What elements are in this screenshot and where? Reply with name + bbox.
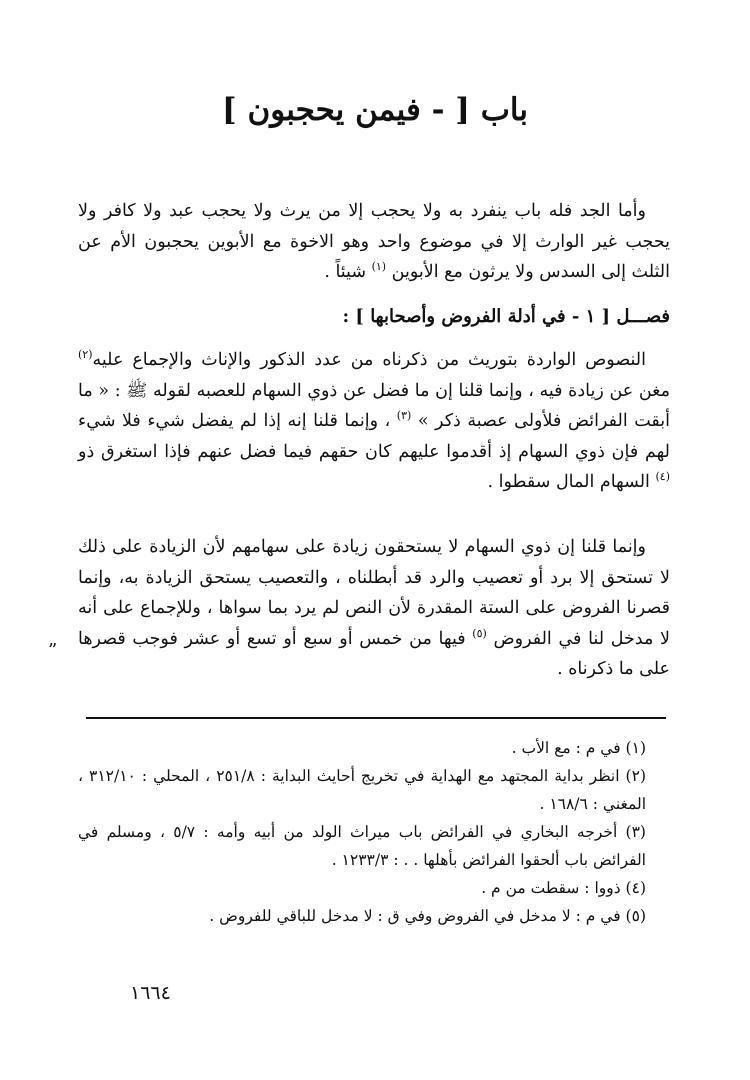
footnote-1: (١) في م : مع الأب . [511, 739, 646, 757]
paragraph-2 [78, 345, 670, 498]
paragraph-3-text-a: وإنما قلنا إن ذوي السهام لا يستحقون زيادة على سهامهم لأن الزيادة على ذلك لا تستحق إلا برد أو تعصيب والرد قد أبطلناه ، والتعصيب يستحق الزيادة به، وإنما قصرنا الفروض على الستة المقدرة لأن النص لم يرد بما سواها ، وللإجماع على أنه لا مدخل لنا في الفروض [78, 537, 670, 649]
footnote-5: (٥) في م : لا مدخل في الفروض وفي ق : لا مدخل للباقي للفروض . [209, 907, 646, 925]
footnote-ref-5: (٥) [472, 626, 487, 640]
page-number: ١٦٦٤ [130, 982, 171, 1004]
paragraph-1-text: وأما الجد فله باب ينفرد به ولا يحجب إلا من يرث ولا يحجب عبد ولا كافر ولا يحجب غير الوارث إلا في موضوع واحد وهو الاخوة مع الأبوين يحجبون الأم عن الثلث إلى السدس ولا يرثون مع الأبوين [78, 201, 670, 282]
footnote-ref-3: (٣) [396, 409, 412, 423]
footnote-2: (٢) انظر بداية المجتهد مع الهداية في تخريج أحايث البداية : ٢٥١/٨ ، المحلي : ٣١٢/١٠ ، المغني : ١٦٨/٦ . [78, 767, 646, 813]
paragraph-2-text-a: النصوص الواردة بتوريث من ذكرناه من عدد الذكور والإناث والإجماع عليه [92, 350, 646, 370]
section-heading: فصـــل [ ١ - في أدلة الفروض وأصحابها ] : [342, 306, 670, 327]
footnote-3: (٣) أخرجه البخاري في الفرائض باب ميراث الولد من أبيه وأمه : ٥/٧ ، ومسلم في الفرائض باب ألحقوا الفرائض بأهلها . . : ١٢٣٣/٣ . [78, 823, 646, 869]
footnote-4: (٤) ذووا : سقطت من م . [481, 879, 646, 897]
paragraph-2-text-c: ، وإنما قلنا إنه إذا لم يفضل شيء فلا شيء لهم فإن ذوي السهام إذ أقدموا عليهم كان حقهم فيما فضل عنهم فإذا استغرق ذو [78, 411, 670, 462]
footnote-ref-4: (٤) [655, 470, 670, 484]
chapter-title: باب [ - فيمن يحجبون ] [222, 92, 528, 128]
footnote-divider [86, 717, 666, 719]
footnote-ref-2: (٢) [78, 348, 93, 362]
paragraph-1-end: شيئاً . [324, 262, 366, 282]
paragraph-1 [78, 196, 670, 288]
paragraph-3-text-b: فيها من خمس أو سبع أو تسع أو عشر فوجب قصرها على ما ذكرناه . [78, 628, 670, 679]
stray-quote-mark: ” [48, 640, 58, 661]
footnote-ref-1: (١) [371, 260, 387, 274]
paragraph-2-text-d: السهام المال سقطوا . [487, 472, 650, 492]
footnotes [78, 734, 670, 930]
paragraph-2-text-b: مغن عن زيادة فيه ، وإنما قلنا إن ما فضل عن ذوي السهام للعصبه لقوله ﷺ : « ما أبقت الفرائض فلأولى عصبة ذكر » [78, 380, 670, 431]
paragraph-3 [78, 532, 670, 685]
